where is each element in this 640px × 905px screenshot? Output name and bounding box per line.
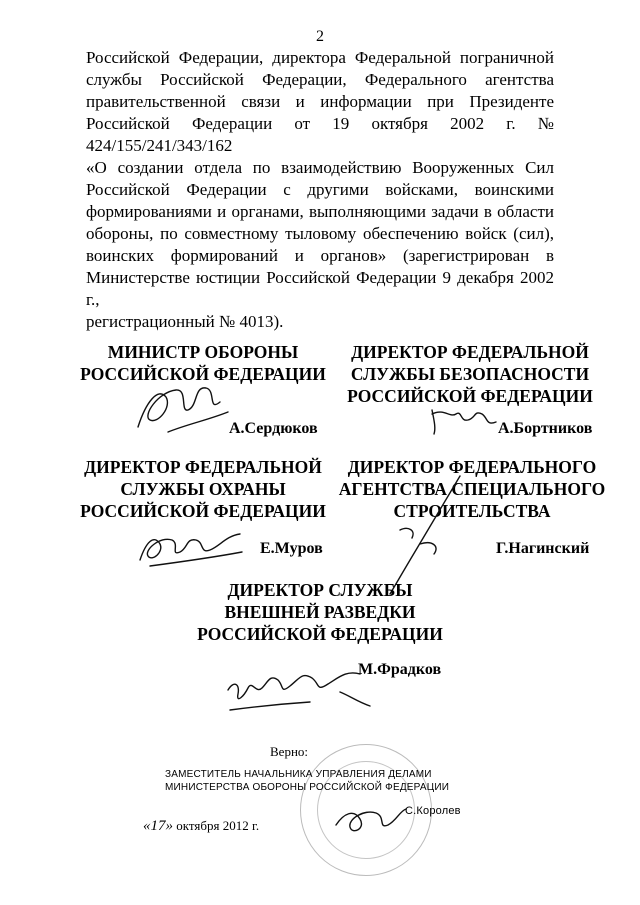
svr-director-title: ДИРЕКТОР СЛУЖБЫ ВНЕШНЕЙ РАЗВЕДКИ РОССИЙСКОЙ ФЕДЕРАЦИИ bbox=[197, 580, 443, 644]
certifier-name: С.Королев bbox=[405, 805, 461, 817]
fso-director-signature bbox=[130, 522, 250, 572]
body-line: Российской Федерации, директора Федеральной пограничной bbox=[86, 48, 554, 67]
body-line: формированиями и органами, выполняющими задачи в области bbox=[86, 202, 554, 221]
fso-director-name: Е.Муров bbox=[260, 540, 323, 557]
fso-director-title: ДИРЕКТОР ФЕДЕРАЛЬНОЙ СЛУЖБЫ ОХРАНЫ РОССИЙСКОЙ ФЕДЕРАЦИИ bbox=[80, 457, 326, 521]
body-line: Российской Федерации с другими войсками, воинскими bbox=[86, 180, 554, 199]
certification-date-rest: октября 2012 г. bbox=[173, 818, 260, 833]
spetsstroy-director-name: Г.Нагинский bbox=[496, 540, 590, 557]
defense-minister-title: МИНИСТР ОБОРОНЫ РОССИЙСКОЙ ФЕДЕРАЦИИ bbox=[80, 342, 326, 384]
fsb-director-title: ДИРЕКТОР ФЕДЕРАЛЬНОЙ СЛУЖБЫ БЕЗОПАСНОСТИ РОССИЙСКОЙ ФЕДЕРАЦИИ bbox=[347, 342, 593, 406]
certifier-position: ЗАМЕСТИТЕЛЬ НАЧАЛЬНИКА УПРАВЛЕНИЯ ДЕЛАМИ МИНИСТЕРСТВА ОБОРОНЫ РОССИЙСКОЙ ФЕДЕРАЦИИ bbox=[165, 769, 450, 793]
page-number: 2 bbox=[316, 28, 324, 45]
fsb-director-name: А.Бортников bbox=[498, 420, 593, 437]
verno-label: Верно: bbox=[270, 744, 309, 759]
body-line: «О создании отдела по взаимодействию Вооруженных Сил bbox=[86, 158, 554, 177]
fsb-director-signature bbox=[424, 400, 504, 445]
certification-date bbox=[143, 818, 259, 835]
body-line: воинских формирований и органов» (зарегистрирован в bbox=[86, 246, 554, 265]
body-line: службы Российской Федерации, Федерального агентства bbox=[86, 70, 554, 89]
certifier-signature bbox=[330, 795, 410, 845]
body-line: правительственной связи и информации при Президенте bbox=[86, 92, 554, 111]
defense-minister-signature bbox=[128, 372, 238, 442]
svr-director-name: М.Фрадков bbox=[358, 661, 442, 678]
body-line: Российской Федерации от 19 октября 2002 г. № 424/155/241/343/162 bbox=[86, 114, 554, 155]
spetsstroy-director-title: ДИРЕКТОР ФЕДЕРАЛЬНОГО АГЕНТСТВА СПЕЦИАЛЬНОГО СТРОИТЕЛЬСТВА bbox=[338, 457, 606, 521]
certification-date-day: «17» bbox=[143, 818, 173, 834]
body-line: регистрационный № 4013). bbox=[86, 312, 284, 331]
body-line: Министерстве юстиции Российской Федерации 9 декабря 2002 г., bbox=[86, 268, 554, 309]
svr-director-signature bbox=[220, 650, 380, 730]
body-line: обороны, по совместному тыловому обеспечению войск (сил), bbox=[86, 224, 554, 243]
defense-minister-name: А.Сердюков bbox=[229, 420, 318, 437]
body-paragraph bbox=[86, 47, 554, 333]
